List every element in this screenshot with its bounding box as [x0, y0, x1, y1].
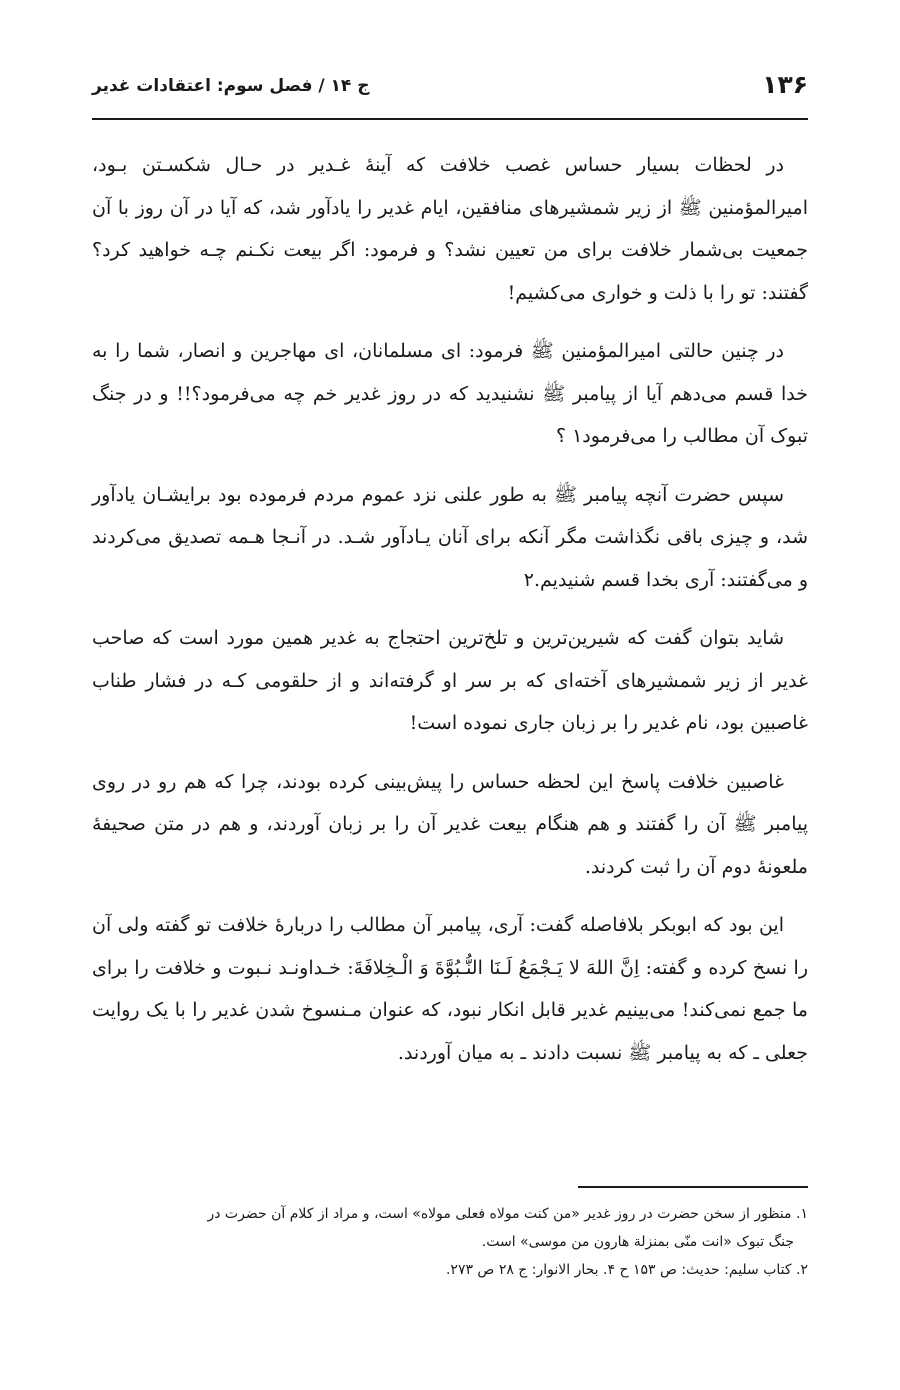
page-number: ۱۳۶	[762, 70, 808, 99]
footnotes	[92, 1200, 808, 1284]
paragraph-text: این بود که ابوبکر بلافاصله گفت: آری، پیامبر آن مطالب را دربارۀ خلافت تو گفته ولی آن را نسخ کرده و گفته: اِنَّ اللهَ لا یَـجْمَعُ لَـنَا النُّـبُوَّةَ وَ الْـخِلافَةَ: خـداونـد نـبوت و خلافت را برای ما جمع نمی‌کند! می‌بینیم غدیر قابل انکار نبود، که عنوان مـنسوخ شدن غدیر را با یک روایت جعلی ـ که به پیامبر ﷺ نسبت دادند ـ به میان آوردند.	[92, 914, 808, 1064]
paragraph	[92, 474, 808, 602]
paragraph-text: در لحظات بسیار حساس غصب خلافت که آینۀ غـدیر در حـال شکسـتن بـود، امیرالمؤمنین ﷺ از زیر شمشیرهای منافقین، ایام غدیر را یادآور شد، که آیا در آن روز با آن جمعیت بی‌شمار خلافت برای من تعیین نشد؟ و فرمود: اگر بیعت نکـنم چـه خواهید کرد؟ گفتند: تو را با ذلت و خواری می‌کشیم!	[92, 154, 808, 304]
paragraph	[92, 617, 808, 745]
paragraph-text: در چنین حالتی امیرالمؤمنین ﷺ فرمود: ای مسلمانان، ای مهاجرین و انصار، شما را به خدا قسم می‌دهم آیا از پیامبر ﷺ نشنیدید که در روز غدیر خم چه می‌فرمود؟!! و در جنگ تبوک آن مطالب را می‌فرمود۱ ؟	[92, 340, 808, 447]
paragraph	[92, 904, 808, 1074]
footnote-continuation: جنگ تبوک «انت منّی بمنزلة هارون من موسی» است.	[481, 1234, 794, 1250]
footnote-text: ۲. کتاب سلیم: حدیث: ص ۱۵۳ ح ۴. بحار الانوار: ج ۲۸ ص ۲۷۳.	[445, 1262, 808, 1278]
footnote	[92, 1256, 808, 1284]
paragraph-text: غاصبین خلافت پاسخ این لحظه حساس را پیش‌بینی کرده بودند، چرا که هم رو در روی پیامبر ﷺ آن را گفتند و هم هنگام بیعت غدیر آن را بر زبان آوردند، و هم در متن صحیفۀ ملعونۀ دوم آن را ثبت کردند.	[92, 770, 808, 878]
paragraph	[92, 330, 808, 458]
paragraph-text: سپس حضرت آنچه پیامبر ﷺ به طور علنی نزد عموم مردم فرموده بود برایشـان یادآور شد، و چیزی باقی نگذاشت مگر آنکه برای آنان یـادآور شـد. در آنـجا هـمه تصدیق می‌کردند و می‌گفتند: آری بخدا قسم شنیدیم.۲	[92, 483, 808, 591]
page-header	[92, 62, 808, 120]
paragraph	[92, 761, 808, 889]
book-page	[92, 0, 808, 1390]
footnote	[92, 1200, 808, 1256]
paragraph	[92, 144, 808, 314]
body-text	[92, 144, 808, 1090]
running-title: ج ۱۴ / فصل سوم: اعتقادات غدیر	[92, 76, 370, 96]
footnote-divider	[578, 1186, 808, 1188]
paragraph-text: شاید بتوان گفت که شیرین‌ترین و تلخ‌ترین احتجاج به غدیر همین مورد است که صاحب غدیر از زیر شمشیرهای آخته‌ای که بر سر او گرفته‌اند و از حلقومی کـه در فشار طناب غاصبین بود، نام غدیر را بر زبان جاری نموده است!	[92, 627, 808, 734]
footnote-text: ۱. منظور از سخن حضرت در روز غدیر «من کنت مولاه فعلی مولاه» است، و مراد از کلام آن حضرت در	[207, 1206, 808, 1222]
